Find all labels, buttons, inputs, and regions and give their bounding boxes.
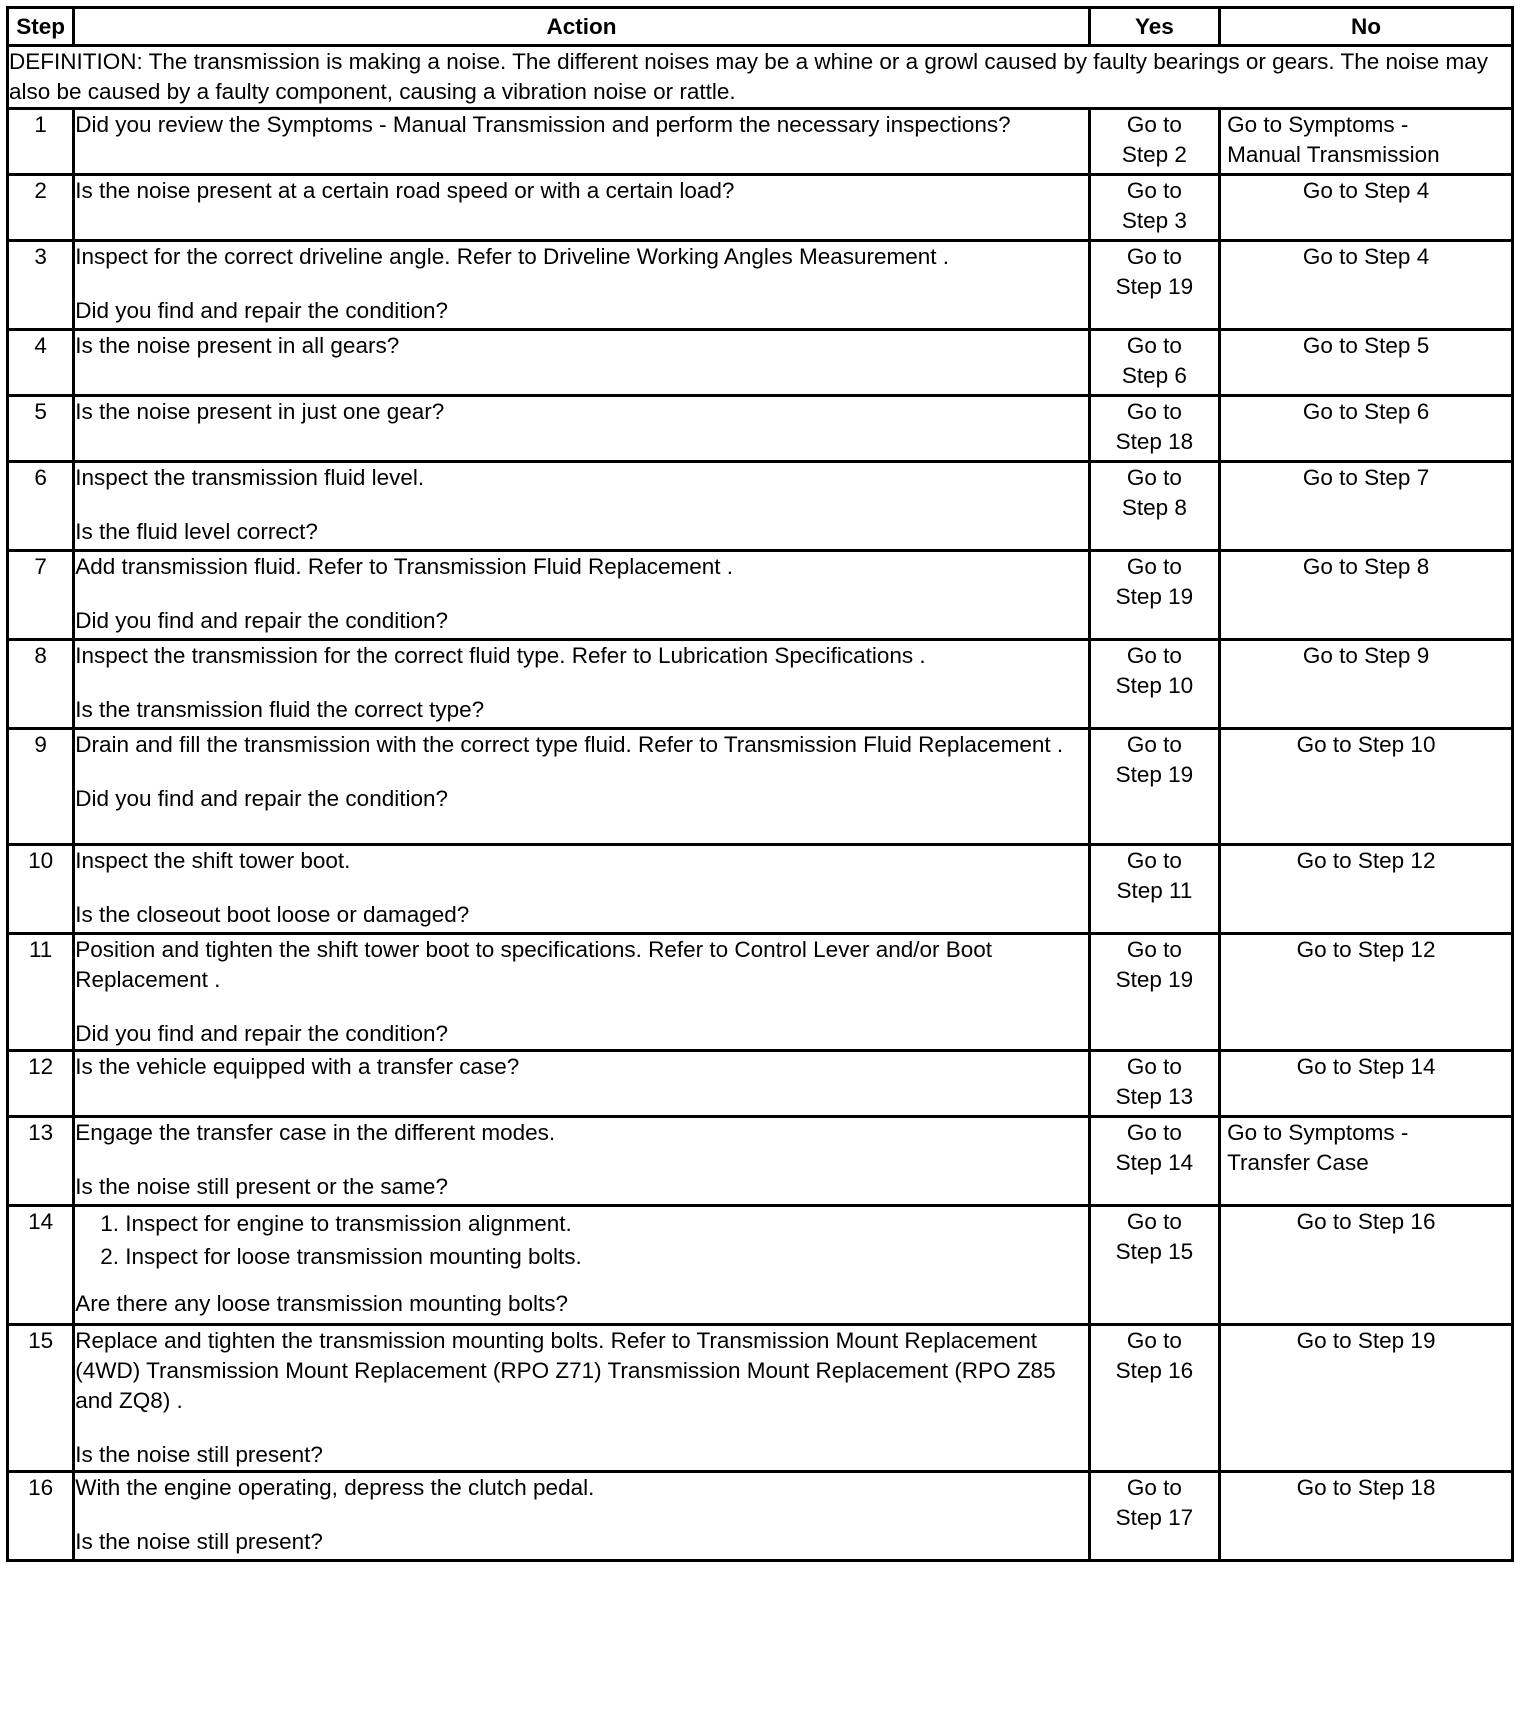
yes-text: Go to bbox=[1126, 1475, 1182, 1500]
action-cell bbox=[74, 241, 1089, 330]
no-text: Go to Step 5 bbox=[1302, 333, 1430, 358]
no-cell bbox=[1220, 175, 1513, 241]
action-text: Drain and fill the transmission with the correct type fluid. Refer to Transmission Fluid Replacement . bbox=[75, 732, 1064, 757]
yes-text: Go to bbox=[1126, 244, 1182, 269]
table-row bbox=[8, 462, 1513, 551]
step-number: 10 bbox=[8, 845, 74, 934]
yes-text: Step 11 bbox=[1116, 878, 1193, 903]
no-cell bbox=[1220, 462, 1513, 551]
action-cell bbox=[74, 1325, 1089, 1472]
table-row bbox=[8, 640, 1513, 729]
action-text: Did you review the Symptoms - Manual Transmission and perform the necessary inspections? bbox=[75, 112, 1011, 137]
step-number: 11 bbox=[8, 934, 74, 1051]
no-cell bbox=[1220, 729, 1513, 845]
action-cell bbox=[74, 1206, 1089, 1325]
yes-text: Go to bbox=[1126, 937, 1182, 962]
no-text: Go to Step 18 bbox=[1296, 1475, 1436, 1500]
no-text: Go to Step 9 bbox=[1302, 643, 1430, 668]
yes-cell bbox=[1089, 396, 1219, 462]
question-text: Did you find and repair the condition? bbox=[75, 608, 449, 633]
yes-cell bbox=[1089, 330, 1219, 396]
yes-cell bbox=[1089, 1206, 1219, 1325]
action-text: With the engine operating, depress the clutch pedal. bbox=[75, 1475, 595, 1500]
action-cell bbox=[74, 462, 1089, 551]
yes-cell bbox=[1089, 462, 1219, 551]
step-number: 4 bbox=[8, 330, 74, 396]
header-action: Action bbox=[74, 8, 1089, 46]
action-cell bbox=[74, 1051, 1089, 1117]
no-text: Manual Transmission bbox=[1227, 142, 1440, 167]
yes-text: Go to bbox=[1126, 465, 1182, 490]
yes-text: Go to bbox=[1126, 399, 1182, 424]
table-row bbox=[8, 1206, 1513, 1325]
yes-text: Step 2 bbox=[1121, 142, 1187, 167]
no-cell bbox=[1220, 640, 1513, 729]
no-cell bbox=[1220, 109, 1513, 175]
yes-text: Go to bbox=[1126, 333, 1182, 358]
question-text: Is the noise still present? bbox=[75, 1442, 323, 1467]
step-number: 14 bbox=[8, 1206, 74, 1325]
yes-cell bbox=[1089, 845, 1219, 934]
yes-cell bbox=[1089, 1325, 1219, 1472]
action-cell bbox=[74, 845, 1089, 934]
step-number: 7 bbox=[8, 551, 74, 640]
no-cell bbox=[1220, 1206, 1513, 1325]
yes-text: Step 19 bbox=[1115, 584, 1194, 609]
action-text: Engage the transfer case in the different modes. bbox=[75, 1120, 556, 1145]
yes-text: Step 8 bbox=[1121, 495, 1187, 520]
action-text: Is the noise present at a certain road speed or with a certain load? bbox=[75, 178, 735, 203]
yes-cell bbox=[1089, 175, 1219, 241]
action-text: Inspect the transmission for the correct fluid type. Refer to Lubrication Specifications . bbox=[75, 643, 926, 668]
table-row bbox=[8, 330, 1513, 396]
table-row bbox=[8, 1117, 1513, 1206]
no-cell bbox=[1220, 551, 1513, 640]
question-text: Is the fluid level correct? bbox=[75, 519, 318, 544]
no-text: Go to Step 4 bbox=[1302, 244, 1430, 269]
action-list bbox=[75, 1207, 1087, 1273]
question-text: Did you find and repair the condition? bbox=[75, 298, 449, 323]
header-step: Step bbox=[8, 8, 74, 46]
step-number: 5 bbox=[8, 396, 74, 462]
yes-text: Step 16 bbox=[1115, 1358, 1194, 1383]
definition-row bbox=[8, 46, 1513, 109]
no-text: Transfer Case bbox=[1227, 1150, 1369, 1175]
action-text: Position and tighten the shift tower boot to specifications. Refer to Control Lever and/or Boot Replacement . bbox=[75, 937, 993, 992]
yes-cell bbox=[1089, 640, 1219, 729]
action-text: Add transmission fluid. Refer to Transmission Fluid Replacement . bbox=[75, 554, 734, 579]
no-cell bbox=[1220, 396, 1513, 462]
no-text: Go to Step 7 bbox=[1302, 465, 1430, 490]
step-number: 12 bbox=[8, 1051, 74, 1117]
no-cell bbox=[1220, 1117, 1513, 1206]
no-cell bbox=[1220, 1325, 1513, 1472]
action-text: Is the noise present in just one gear? bbox=[75, 399, 445, 424]
action-cell bbox=[74, 330, 1089, 396]
yes-cell bbox=[1089, 1051, 1219, 1117]
step-number: 3 bbox=[8, 241, 74, 330]
no-text: Go to Step 12 bbox=[1296, 937, 1436, 962]
yes-text: Step 3 bbox=[1121, 208, 1187, 233]
no-cell bbox=[1220, 1472, 1513, 1561]
action-cell bbox=[74, 175, 1089, 241]
yes-text: Go to bbox=[1126, 112, 1182, 137]
action-cell bbox=[74, 729, 1089, 845]
yes-text: Go to bbox=[1126, 643, 1182, 668]
yes-text: Go to bbox=[1126, 1328, 1182, 1353]
yes-text: Step 19 bbox=[1115, 274, 1194, 299]
no-text: Go to Step 12 bbox=[1296, 848, 1436, 873]
yes-cell bbox=[1089, 109, 1219, 175]
no-text: Go to Step 4 bbox=[1302, 178, 1430, 203]
action-text: Is the noise present in all gears? bbox=[75, 333, 400, 358]
question-text: Is the noise still present? bbox=[75, 1529, 323, 1554]
action-cell bbox=[74, 934, 1089, 1051]
no-cell bbox=[1220, 241, 1513, 330]
yes-text: Go to bbox=[1126, 1209, 1182, 1234]
yes-text: Step 14 bbox=[1115, 1150, 1194, 1175]
step-number: 1 bbox=[8, 109, 74, 175]
table-row bbox=[8, 729, 1513, 845]
yes-cell bbox=[1089, 934, 1219, 1051]
step-number: 2 bbox=[8, 175, 74, 241]
no-cell bbox=[1220, 845, 1513, 934]
action-cell bbox=[74, 396, 1089, 462]
header-row bbox=[8, 8, 1513, 46]
table-row bbox=[8, 1051, 1513, 1117]
yes-text: Go to bbox=[1126, 178, 1182, 203]
action-text: Inspect for the correct driveline angle. Refer to Driveline Working Angles Measurement . bbox=[75, 244, 950, 269]
yes-text: Step 17 bbox=[1115, 1505, 1194, 1530]
table-row bbox=[8, 109, 1513, 175]
yes-cell bbox=[1089, 1117, 1219, 1206]
no-text: Go to Step 6 bbox=[1302, 399, 1430, 424]
step-number: 13 bbox=[8, 1117, 74, 1206]
definition-text: DEFINITION: The transmission is making a noise. The different noises may be a whine or a growl caused by faulty bearings or gears. The noise may also be caused by a faulty component, causing a vibration noise or rattle. bbox=[8, 46, 1513, 109]
yes-text: Step 19 bbox=[1115, 762, 1194, 787]
no-text: Go to Step 10 bbox=[1296, 732, 1436, 757]
table-row bbox=[8, 551, 1513, 640]
yes-cell bbox=[1089, 551, 1219, 640]
no-text: Go to Step 19 bbox=[1296, 1328, 1436, 1353]
table-row bbox=[8, 175, 1513, 241]
no-text: Go to Symptoms - bbox=[1227, 1120, 1409, 1145]
table-row bbox=[8, 396, 1513, 462]
action-list-item: 1. Inspect for engine to transmission alignment. bbox=[125, 1207, 1087, 1240]
question-text: Are there any loose transmission mounting bolts? bbox=[75, 1291, 569, 1316]
step-number: 9 bbox=[8, 729, 74, 845]
question-text: Did you find and repair the condition? bbox=[75, 786, 449, 811]
question-text: Is the transmission fluid the correct type? bbox=[75, 697, 485, 722]
action-list-item: 2. Inspect for loose transmission mounting bolts. bbox=[125, 1240, 1087, 1273]
yes-cell bbox=[1089, 729, 1219, 845]
yes-text: Step 6 bbox=[1121, 363, 1187, 388]
yes-cell bbox=[1089, 1472, 1219, 1561]
action-cell bbox=[74, 640, 1089, 729]
yes-text: Step 13 bbox=[1115, 1084, 1194, 1109]
no-text: Go to Step 8 bbox=[1302, 554, 1430, 579]
action-text: Inspect the transmission fluid level. bbox=[75, 465, 425, 490]
table-row bbox=[8, 845, 1513, 934]
action-cell bbox=[74, 1117, 1089, 1206]
question-text: Is the closeout boot loose or damaged? bbox=[75, 902, 470, 927]
yes-cell bbox=[1089, 241, 1219, 330]
no-text: Go to Symptoms - bbox=[1227, 112, 1409, 137]
yes-text: Go to bbox=[1126, 554, 1182, 579]
action-text: Inspect the shift tower boot. bbox=[75, 848, 351, 873]
yes-text: Go to bbox=[1126, 732, 1182, 757]
table-row bbox=[8, 241, 1513, 330]
table-row bbox=[8, 1325, 1513, 1472]
step-number: 16 bbox=[8, 1472, 74, 1561]
no-text: Go to Step 16 bbox=[1296, 1209, 1436, 1234]
header-no: No bbox=[1220, 8, 1513, 46]
action-cell bbox=[74, 551, 1089, 640]
yes-text: Step 15 bbox=[1115, 1239, 1194, 1264]
yes-text: Step 10 bbox=[1115, 673, 1194, 698]
diagnostic-table bbox=[6, 6, 1514, 1562]
step-number: 6 bbox=[8, 462, 74, 551]
question-text: Did you find and repair the condition? bbox=[75, 1021, 449, 1046]
table-row bbox=[8, 1472, 1513, 1561]
yes-text: Go to bbox=[1126, 1120, 1182, 1145]
action-text: Replace and tighten the transmission mounting bolts. Refer to Transmission Mount Replacement (4WD) Transmission Mount Replacement (RPO Z71) Transmission Mount Replacement (RPO Z85 and ZQ8) . bbox=[75, 1328, 1056, 1413]
question-text: Is the noise still present or the same? bbox=[75, 1174, 448, 1199]
yes-text: Go to bbox=[1126, 848, 1182, 873]
table-row bbox=[8, 934, 1513, 1051]
action-text: Is the vehicle equipped with a transfer case? bbox=[75, 1054, 520, 1079]
yes-text: Step 19 bbox=[1115, 967, 1194, 992]
yes-text: Step 18 bbox=[1115, 429, 1194, 454]
action-cell bbox=[74, 1472, 1089, 1561]
step-number: 8 bbox=[8, 640, 74, 729]
header-yes: Yes bbox=[1089, 8, 1219, 46]
action-cell bbox=[74, 109, 1089, 175]
step-number: 15 bbox=[8, 1325, 74, 1472]
no-cell bbox=[1220, 330, 1513, 396]
no-text: Go to Step 14 bbox=[1296, 1054, 1436, 1079]
yes-text: Go to bbox=[1126, 1054, 1182, 1079]
no-cell bbox=[1220, 934, 1513, 1051]
no-cell bbox=[1220, 1051, 1513, 1117]
